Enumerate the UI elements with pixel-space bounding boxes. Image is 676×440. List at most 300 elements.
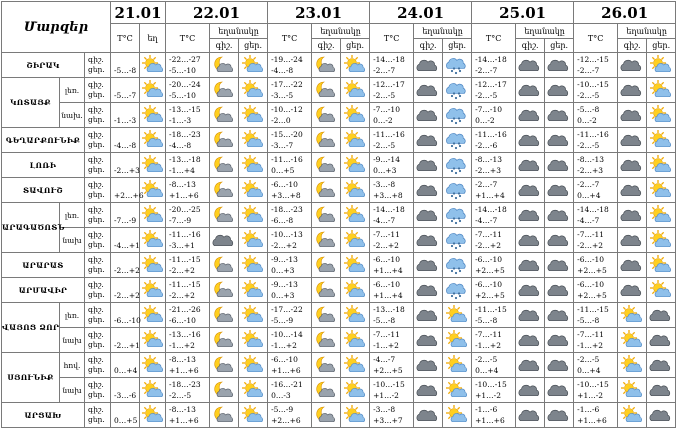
night-temp: -11…-15 bbox=[169, 280, 201, 289]
temperature-cell bbox=[268, 53, 312, 78]
night-temp bbox=[114, 154, 139, 165]
day-temp: -2…-6 bbox=[475, 141, 498, 150]
weather-icon-cell bbox=[140, 128, 166, 153]
night-temp bbox=[114, 79, 139, 90]
weather-column-header bbox=[210, 24, 268, 53]
temperature-cell bbox=[166, 103, 210, 128]
weather-label: եղանակը bbox=[312, 25, 369, 39]
temperature-cell bbox=[111, 328, 140, 353]
night-temp: -10…-15 bbox=[475, 380, 507, 389]
day-label: ցեր. bbox=[244, 40, 262, 50]
day-temp: -2…-5 bbox=[373, 91, 396, 100]
temperature-cell bbox=[111, 78, 140, 103]
weather-icon-cell bbox=[443, 328, 472, 353]
sun-cloud-icon bbox=[341, 405, 369, 425]
day-temp: -4…-8 bbox=[114, 141, 137, 150]
weather-icon-cell bbox=[545, 303, 574, 328]
day-temp: -2…+2 bbox=[169, 266, 195, 275]
night-day-label bbox=[85, 378, 111, 403]
temperature-cell bbox=[268, 228, 312, 253]
temperature-cell bbox=[574, 253, 618, 278]
night-day-label bbox=[85, 278, 111, 303]
weather-icon-cell bbox=[210, 278, 239, 303]
weather-icon-cell bbox=[312, 278, 341, 303]
weather-icon-cell bbox=[140, 228, 166, 253]
temperature-cell bbox=[111, 53, 140, 78]
night-temp: -1…-6 bbox=[577, 405, 600, 414]
weather-column-header bbox=[516, 24, 574, 53]
sun-cloud-icon bbox=[647, 130, 675, 150]
region-name: ՎԱՅՈՑ ՁՈՐ bbox=[2, 303, 60, 353]
sun-cloud-icon bbox=[341, 180, 369, 200]
weather-icon-cell bbox=[140, 153, 166, 178]
night-temp: -12…-17 bbox=[475, 80, 507, 89]
cloud-dark-icon bbox=[545, 205, 573, 225]
day-temp: -3…+1 bbox=[169, 241, 195, 250]
weather-icon-cell bbox=[210, 203, 239, 228]
day-temp: +3…+8 bbox=[271, 191, 301, 200]
cloud-dark-icon bbox=[414, 105, 442, 125]
weather-icon-cell bbox=[443, 178, 472, 203]
temperature-cell bbox=[370, 128, 414, 153]
cloud-dark-icon bbox=[545, 330, 573, 350]
night-temp: -11…-16 bbox=[271, 155, 303, 164]
table-row bbox=[2, 253, 676, 278]
weather-icon-cell bbox=[239, 153, 268, 178]
night-label: գիշ. bbox=[618, 39, 647, 52]
night-label: գիշ. bbox=[210, 39, 239, 52]
day-label: ցեր. bbox=[88, 415, 105, 424]
night-temp: -18…-23 bbox=[271, 205, 303, 214]
weather-icon-cell bbox=[140, 303, 166, 328]
sun-cloud-icon bbox=[443, 305, 471, 325]
weather-icon-cell bbox=[516, 403, 545, 428]
sun-cloud-icon bbox=[239, 380, 267, 400]
day-label: ցեր. bbox=[88, 165, 105, 174]
sun-cloud-icon bbox=[239, 105, 267, 125]
moon-cloud-icon bbox=[312, 230, 340, 250]
day-temp: 0…-2 bbox=[373, 116, 393, 125]
weather-icon-cell bbox=[341, 128, 370, 153]
temperature-cell bbox=[574, 303, 618, 328]
weather-icon-cell bbox=[618, 328, 647, 353]
weather-icon-cell bbox=[312, 253, 341, 278]
moon-cloud-icon bbox=[210, 355, 238, 375]
weather-icon-cell bbox=[647, 78, 676, 103]
day-temp: 0…+5 bbox=[114, 416, 138, 425]
weather-icon-cell bbox=[516, 78, 545, 103]
sun-cloud-icon bbox=[140, 355, 165, 375]
weather-icon-cell bbox=[516, 53, 545, 78]
sun-cloud-icon bbox=[618, 355, 646, 375]
temperature-cell bbox=[166, 53, 210, 78]
weather-icon-cell bbox=[647, 103, 676, 128]
weather-icon-cell bbox=[443, 203, 472, 228]
night-temp: -11…-15 bbox=[169, 255, 201, 264]
sun-cloud-icon bbox=[239, 305, 267, 325]
temperature-cell bbox=[472, 53, 516, 78]
date-header: 24.01 bbox=[370, 2, 472, 24]
cloud-snow-icon bbox=[443, 155, 471, 175]
cloud-dark-icon bbox=[545, 380, 573, 400]
weather-icon-cell bbox=[647, 278, 676, 303]
night-temp bbox=[114, 304, 139, 315]
weather-icon-cell bbox=[239, 403, 268, 428]
day-label: ցեր. bbox=[88, 390, 105, 399]
weather-icon-cell bbox=[140, 78, 166, 103]
night-label: գիշ. bbox=[88, 380, 104, 389]
weather-column-header: եղ bbox=[140, 24, 166, 53]
weather-icon-cell bbox=[414, 303, 443, 328]
night-temp: -19…-24 bbox=[271, 55, 303, 64]
night-label: գիշ. bbox=[88, 405, 104, 414]
moon-cloud-icon bbox=[210, 55, 238, 75]
sun-cloud-icon bbox=[341, 130, 369, 150]
cloud-dark-icon bbox=[647, 330, 675, 350]
day-temp: -5…-7 bbox=[114, 91, 137, 100]
weather-icon-cell bbox=[210, 328, 239, 353]
weather-icon-cell bbox=[414, 278, 443, 303]
cloud-dark-icon bbox=[414, 205, 442, 225]
temperature-cell bbox=[268, 403, 312, 428]
day-temp: +2…+6 bbox=[114, 191, 144, 200]
day-temp: -6…-10 bbox=[169, 316, 196, 325]
night-temp: -14…-18 bbox=[373, 55, 405, 64]
weather-icon-cell bbox=[545, 53, 574, 78]
sun-cloud-icon bbox=[341, 205, 369, 225]
day-temp: -2…+2 bbox=[169, 291, 195, 300]
temp-column-header: T°C bbox=[472, 24, 516, 53]
night-temp: -7…-10 bbox=[475, 105, 503, 114]
weather-icon-cell bbox=[341, 253, 370, 278]
day-temp: -3…-7 bbox=[271, 141, 294, 150]
date-header: 22.01 bbox=[166, 2, 268, 24]
night-temp: -7…-11 bbox=[577, 330, 605, 339]
night-temp: -16…-21 bbox=[271, 380, 303, 389]
subregion-name: հով. bbox=[60, 353, 85, 378]
cloud-dark-icon bbox=[516, 355, 544, 375]
date-header: 25.01 bbox=[472, 2, 574, 24]
cloud-dark-icon bbox=[516, 380, 544, 400]
table-row bbox=[2, 303, 676, 328]
weather-icon-cell bbox=[414, 53, 443, 78]
night-temp: -18…-23 bbox=[169, 380, 201, 389]
night-label: գիշ. bbox=[88, 55, 104, 64]
moon-cloud-icon bbox=[210, 205, 238, 225]
weather-icon-cell bbox=[341, 178, 370, 203]
weather-icon-cell bbox=[443, 103, 472, 128]
subregion-name: նախ. bbox=[60, 103, 85, 128]
temperature-cell bbox=[268, 128, 312, 153]
weather-icon-cell bbox=[545, 253, 574, 278]
cloud-dark-icon bbox=[414, 405, 442, 425]
day-temp: 0…+5 bbox=[271, 166, 295, 175]
weather-icon-cell bbox=[239, 128, 268, 153]
sun-cloud-icon bbox=[618, 330, 646, 350]
regions-header: Մարզեր bbox=[2, 2, 111, 53]
cloud-dark-icon bbox=[618, 80, 646, 100]
cloud-snow-icon bbox=[443, 130, 471, 150]
weather-icon-cell bbox=[516, 303, 545, 328]
weather-icon-cell bbox=[312, 178, 341, 203]
temperature-cell bbox=[268, 353, 312, 378]
temperature-cell bbox=[370, 103, 414, 128]
night-temp: -11…-16 bbox=[577, 130, 609, 139]
temperature-cell bbox=[472, 128, 516, 153]
region-name: ՇԻՐԱԿ bbox=[2, 53, 85, 78]
sun-cloud-icon bbox=[239, 80, 267, 100]
night-temp bbox=[114, 129, 139, 140]
day-temp: 0…+4 bbox=[114, 366, 138, 375]
day-temp: -1…-3 bbox=[169, 116, 192, 125]
weather-icon-cell bbox=[341, 403, 370, 428]
day-temp: -4…-8 bbox=[169, 141, 192, 150]
night-temp: -8…-13 bbox=[169, 405, 196, 414]
weather-icon-cell bbox=[414, 328, 443, 353]
sun-cloud-icon bbox=[647, 180, 675, 200]
weather-icon-cell bbox=[140, 53, 166, 78]
sun-cloud-icon bbox=[647, 55, 675, 75]
cloud-snow-icon bbox=[443, 55, 471, 75]
night-temp: -10…-15 bbox=[577, 80, 609, 89]
cloud-dark-icon bbox=[516, 255, 544, 275]
weather-icon-cell bbox=[210, 78, 239, 103]
weather-icon-cell bbox=[443, 378, 472, 403]
sun-cloud-icon bbox=[140, 205, 165, 225]
night-temp: -3…-8 bbox=[373, 405, 396, 414]
temperature-cell bbox=[472, 78, 516, 103]
weather-icon-cell bbox=[341, 303, 370, 328]
date-header: 21.01 bbox=[111, 2, 166, 24]
day-temp: -4…-8 bbox=[271, 66, 294, 75]
day-label: ցեր. bbox=[88, 315, 105, 324]
night-day-label bbox=[85, 103, 111, 128]
night-day-label bbox=[85, 53, 111, 78]
weather-icon-cell bbox=[210, 353, 239, 378]
day-temp: 0…+4 bbox=[475, 366, 499, 375]
night-temp: -11…-16 bbox=[373, 130, 405, 139]
night-temp: -10…-13 bbox=[271, 230, 303, 239]
weather-icon-cell bbox=[545, 153, 574, 178]
temp-column-header: T°C bbox=[370, 24, 414, 53]
sun-cloud-icon bbox=[140, 230, 165, 250]
day-label: ցեր. bbox=[88, 190, 105, 199]
night-temp: -2…-7 bbox=[475, 180, 498, 189]
weather-icon-cell bbox=[140, 203, 166, 228]
region-name: ՏԱՎՈՒՇ bbox=[2, 178, 85, 203]
weather-icon-cell bbox=[312, 378, 341, 403]
day-temp: +2…+5 bbox=[475, 266, 505, 275]
sun-cloud-icon bbox=[239, 130, 267, 150]
weather-icon-cell bbox=[239, 178, 268, 203]
sun-cloud-icon bbox=[647, 255, 675, 275]
cloud-dark-icon bbox=[516, 105, 544, 125]
temp-column-header: T°C bbox=[111, 24, 140, 53]
temperature-cell bbox=[574, 403, 618, 428]
sun-cloud-icon bbox=[140, 155, 165, 175]
table-row bbox=[2, 278, 676, 303]
night-temp: -21…-26 bbox=[169, 305, 201, 314]
sun-cloud-icon bbox=[647, 205, 675, 225]
cloud-dark-icon bbox=[647, 305, 675, 325]
day-temp: -2…-7 bbox=[475, 66, 498, 75]
weather-icon-cell bbox=[210, 128, 239, 153]
cloud-dark-icon bbox=[414, 305, 442, 325]
table-row bbox=[2, 203, 676, 228]
day-temp: -2…+2 bbox=[577, 241, 604, 250]
weather-icon-cell bbox=[545, 178, 574, 203]
day-temp: -5…-8 bbox=[577, 316, 600, 325]
weather-icon-cell bbox=[210, 178, 239, 203]
temperature-cell bbox=[111, 278, 140, 303]
sun-cloud-icon bbox=[647, 80, 675, 100]
cloud-dark-icon bbox=[618, 230, 646, 250]
weather-icon-cell bbox=[545, 328, 574, 353]
table-row bbox=[2, 103, 676, 128]
temperature-cell bbox=[111, 103, 140, 128]
day-temp: -2…-5 bbox=[577, 141, 600, 150]
temperature-cell bbox=[574, 78, 618, 103]
weather-icon-cell bbox=[239, 328, 268, 353]
temperature-cell bbox=[268, 328, 312, 353]
weather-icon-cell bbox=[516, 328, 545, 353]
night-temp: -2…-7 bbox=[577, 180, 600, 189]
table-row bbox=[2, 378, 676, 403]
temperature-cell bbox=[166, 128, 210, 153]
night-temp: -2…-5 bbox=[475, 355, 498, 364]
day-label: ցեր. bbox=[448, 40, 467, 50]
night-temp: -3…-8 bbox=[373, 180, 396, 189]
night-temp bbox=[114, 279, 139, 290]
day-temp: -2…+3 bbox=[114, 166, 140, 175]
weather-icon-cell bbox=[210, 53, 239, 78]
cloud-snow-icon bbox=[443, 105, 471, 125]
sun-cloud-icon bbox=[140, 305, 165, 325]
weather-icon-cell bbox=[341, 278, 370, 303]
temperature-cell bbox=[268, 378, 312, 403]
weather-icon-cell bbox=[516, 178, 545, 203]
day-temp: -1…+2 bbox=[577, 341, 604, 350]
cloud-dark-icon bbox=[647, 405, 675, 425]
moon-cloud-icon bbox=[210, 130, 238, 150]
night-temp: -6…-10 bbox=[373, 255, 400, 264]
temperature-cell bbox=[472, 403, 516, 428]
day-temp: -1…-3 bbox=[114, 116, 137, 125]
temperature-cell bbox=[111, 303, 140, 328]
region-name: ԱՐԱՐԱՏ bbox=[2, 253, 85, 278]
temperature-cell bbox=[472, 228, 516, 253]
temperature-cell bbox=[472, 328, 516, 353]
day-temp: +1…+6 bbox=[577, 416, 607, 425]
night-temp bbox=[114, 179, 139, 190]
weather-icon-cell bbox=[210, 103, 239, 128]
table-row bbox=[2, 228, 676, 253]
temperature-cell bbox=[574, 153, 618, 178]
day-temp: -5…-8 bbox=[373, 316, 396, 325]
night-temp: -14…-18 bbox=[373, 205, 405, 214]
weather-icon-cell bbox=[618, 78, 647, 103]
weather-icon-cell bbox=[312, 203, 341, 228]
weather-icon-cell bbox=[618, 153, 647, 178]
weather-icon-cell bbox=[618, 203, 647, 228]
sun-cloud-icon bbox=[341, 55, 369, 75]
temperature-cell bbox=[166, 78, 210, 103]
temperature-cell bbox=[111, 228, 140, 253]
sun-cloud-icon bbox=[239, 205, 267, 225]
temperature-cell bbox=[472, 353, 516, 378]
temperature-cell bbox=[370, 153, 414, 178]
day-label: ցեր. bbox=[652, 40, 671, 50]
temperature-cell bbox=[166, 153, 210, 178]
night-temp: -13…-18 bbox=[169, 155, 201, 164]
temperature-cell bbox=[111, 353, 140, 378]
night-temp bbox=[114, 54, 139, 65]
night-day-label bbox=[85, 403, 111, 428]
cloud-dark-icon bbox=[210, 230, 238, 250]
temperature-cell bbox=[472, 203, 516, 228]
weather-icon-cell bbox=[140, 328, 166, 353]
cloud-dark-icon bbox=[647, 380, 675, 400]
night-temp bbox=[114, 204, 139, 215]
night-temp: -20…-25 bbox=[169, 205, 201, 214]
temperature-cell bbox=[574, 128, 618, 153]
night-temp: -10…-15 bbox=[577, 380, 609, 389]
day-temp: -4…-7 bbox=[475, 216, 498, 225]
temperature-cell bbox=[166, 403, 210, 428]
night-label: գիշ. bbox=[516, 39, 545, 52]
weather-icon-cell bbox=[647, 328, 676, 353]
weather-icon-cell bbox=[312, 153, 341, 178]
temperature-cell bbox=[574, 103, 618, 128]
cloud-dark-icon bbox=[516, 180, 544, 200]
weather-icon-cell bbox=[210, 153, 239, 178]
night-temp: -12…-15 bbox=[577, 55, 609, 64]
weather-icon-cell bbox=[443, 253, 472, 278]
sun-cloud-icon bbox=[140, 130, 165, 150]
weather-icon-cell bbox=[545, 353, 574, 378]
weather-icon-cell bbox=[341, 153, 370, 178]
night-temp: -4…-7 bbox=[373, 355, 396, 364]
day-temp: 0…-2 bbox=[577, 116, 597, 125]
moon-cloud-icon bbox=[312, 130, 340, 150]
sun-cloud-icon bbox=[239, 155, 267, 175]
cloud-dark-icon bbox=[516, 55, 544, 75]
night-temp: -14…-18 bbox=[475, 205, 507, 214]
sun-cloud-icon bbox=[140, 55, 165, 75]
weather-icon-cell bbox=[545, 78, 574, 103]
night-temp: -7…-11 bbox=[475, 230, 503, 239]
table-row bbox=[2, 153, 676, 178]
day-temp: -3…-6 bbox=[114, 391, 137, 400]
weather-icon-cell bbox=[239, 253, 268, 278]
night-day-label bbox=[85, 178, 111, 203]
day-temp: +1…+6 bbox=[475, 416, 505, 425]
night-temp bbox=[114, 229, 139, 240]
weather-icon-cell bbox=[647, 403, 676, 428]
weather-icon-cell bbox=[516, 353, 545, 378]
weather-icon-cell bbox=[647, 53, 676, 78]
weather-icon-cell bbox=[341, 228, 370, 253]
weather-icon-cell bbox=[545, 103, 574, 128]
day-temp: +2…+6 bbox=[271, 416, 301, 425]
temperature-cell bbox=[574, 203, 618, 228]
night-label: գիշ. bbox=[88, 155, 104, 164]
weather-icon-cell bbox=[647, 253, 676, 278]
temperature-cell bbox=[268, 153, 312, 178]
temperature-cell bbox=[370, 378, 414, 403]
temperature-cell bbox=[574, 278, 618, 303]
day-temp: -2…-5 bbox=[373, 141, 396, 150]
